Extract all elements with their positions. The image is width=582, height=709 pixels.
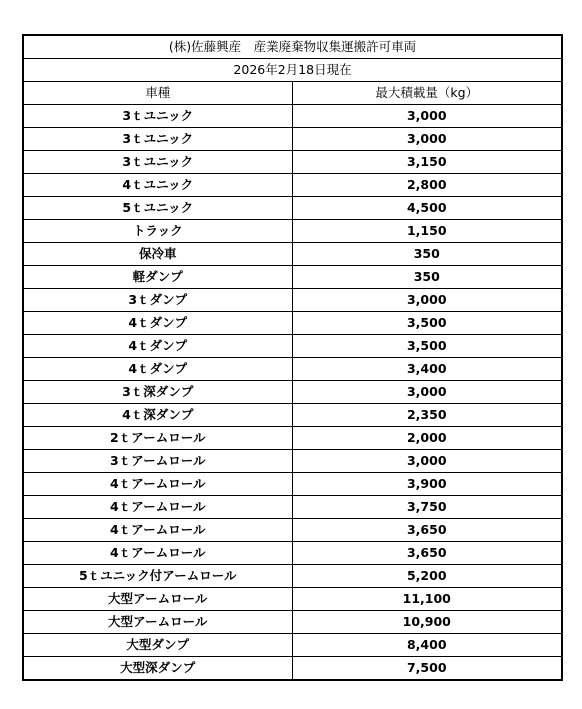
vehicle-type-cell: 4ｔ深ダンプ bbox=[23, 404, 292, 427]
vehicle-type-cell: 5ｔユニック bbox=[23, 197, 292, 220]
table-row bbox=[23, 588, 562, 611]
column-header-max-capacity: 最大積載量（kg） bbox=[292, 82, 562, 105]
table-row bbox=[23, 450, 562, 473]
vehicle-type-cell: 3ｔユニック bbox=[23, 128, 292, 151]
vehicle-type-cell: 3ｔ深ダンプ bbox=[23, 381, 292, 404]
table-row bbox=[23, 312, 562, 335]
max-capacity-cell: 3,000 bbox=[292, 105, 562, 128]
table-row bbox=[23, 496, 562, 519]
vehicle-type-cell: 大型アームロール bbox=[23, 611, 292, 634]
max-capacity-cell: 8,400 bbox=[292, 634, 562, 657]
vehicle-type-cell: 3ｔユニック bbox=[23, 105, 292, 128]
vehicle-type-cell: 2ｔアームロール bbox=[23, 427, 292, 450]
table-row bbox=[23, 519, 562, 542]
table-row bbox=[23, 220, 562, 243]
title-row bbox=[23, 35, 562, 59]
max-capacity-cell: 3,650 bbox=[292, 542, 562, 565]
vehicle-type-cell: 大型アームロール bbox=[23, 588, 292, 611]
table-row bbox=[23, 335, 562, 358]
vehicle-type-cell: 3ｔアームロール bbox=[23, 450, 292, 473]
table-row bbox=[23, 266, 562, 289]
vehicle-type-cell: 4ｔダンプ bbox=[23, 358, 292, 381]
table-row bbox=[23, 289, 562, 312]
vehicle-type-cell: 4ｔアームロール bbox=[23, 519, 292, 542]
table-body bbox=[23, 35, 562, 680]
as-of-date: 2026年2月18日現在 bbox=[23, 59, 562, 82]
header-row bbox=[23, 82, 562, 105]
max-capacity-cell: 350 bbox=[292, 266, 562, 289]
table-row bbox=[23, 358, 562, 381]
max-capacity-cell: 3,750 bbox=[292, 496, 562, 519]
max-capacity-cell: 3,000 bbox=[292, 381, 562, 404]
max-capacity-cell: 2,800 bbox=[292, 174, 562, 197]
vehicle-type-cell: 軽ダンプ bbox=[23, 266, 292, 289]
table-row bbox=[23, 174, 562, 197]
vehicle-type-cell: 大型深ダンプ bbox=[23, 657, 292, 681]
vehicle-list-table bbox=[22, 34, 563, 681]
table-row bbox=[23, 128, 562, 151]
max-capacity-cell: 2,350 bbox=[292, 404, 562, 427]
column-header-vehicle-type: 車種 bbox=[23, 82, 292, 105]
table-row bbox=[23, 381, 562, 404]
max-capacity-cell: 11,100 bbox=[292, 588, 562, 611]
document-title: (株)佐藤興産 産業廃棄物収集運搬許可車両 bbox=[23, 35, 562, 59]
max-capacity-cell: 3,500 bbox=[292, 312, 562, 335]
vehicle-type-cell: 3ｔダンプ bbox=[23, 289, 292, 312]
max-capacity-cell: 3,500 bbox=[292, 335, 562, 358]
vehicle-type-cell: 3ｔユニック bbox=[23, 151, 292, 174]
max-capacity-cell: 10,900 bbox=[292, 611, 562, 634]
max-capacity-cell: 3,000 bbox=[292, 289, 562, 312]
max-capacity-cell: 3,000 bbox=[292, 450, 562, 473]
table-row bbox=[23, 404, 562, 427]
vehicle-type-cell: 5ｔユニック付アームロール bbox=[23, 565, 292, 588]
table-row bbox=[23, 565, 562, 588]
max-capacity-cell: 350 bbox=[292, 243, 562, 266]
max-capacity-cell: 3,650 bbox=[292, 519, 562, 542]
date-row bbox=[23, 59, 562, 82]
max-capacity-cell: 3,150 bbox=[292, 151, 562, 174]
vehicle-type-cell: 4ｔアームロール bbox=[23, 542, 292, 565]
table-row bbox=[23, 473, 562, 496]
table-row bbox=[23, 151, 562, 174]
table-row bbox=[23, 427, 562, 450]
vehicle-type-cell: 4ｔダンプ bbox=[23, 335, 292, 358]
table-row bbox=[23, 611, 562, 634]
vehicle-type-cell: 4ｔダンプ bbox=[23, 312, 292, 335]
max-capacity-cell: 2,000 bbox=[292, 427, 562, 450]
table-row bbox=[23, 542, 562, 565]
max-capacity-cell: 5,200 bbox=[292, 565, 562, 588]
vehicle-type-cell: 4ｔアームロール bbox=[23, 473, 292, 496]
max-capacity-cell: 3,400 bbox=[292, 358, 562, 381]
vehicle-type-cell: 4ｔユニック bbox=[23, 174, 292, 197]
table-row bbox=[23, 634, 562, 657]
table-row bbox=[23, 105, 562, 128]
max-capacity-cell: 1,150 bbox=[292, 220, 562, 243]
max-capacity-cell: 3,900 bbox=[292, 473, 562, 496]
table-row bbox=[23, 243, 562, 266]
vehicle-type-cell: 4ｔアームロール bbox=[23, 496, 292, 519]
max-capacity-cell: 3,000 bbox=[292, 128, 562, 151]
max-capacity-cell: 7,500 bbox=[292, 657, 562, 681]
vehicle-type-cell: 大型ダンプ bbox=[23, 634, 292, 657]
max-capacity-cell: 4,500 bbox=[292, 197, 562, 220]
vehicle-type-cell: トラック bbox=[23, 220, 292, 243]
table-row bbox=[23, 657, 562, 681]
table-row bbox=[23, 197, 562, 220]
vehicle-type-cell: 保冷車 bbox=[23, 243, 292, 266]
